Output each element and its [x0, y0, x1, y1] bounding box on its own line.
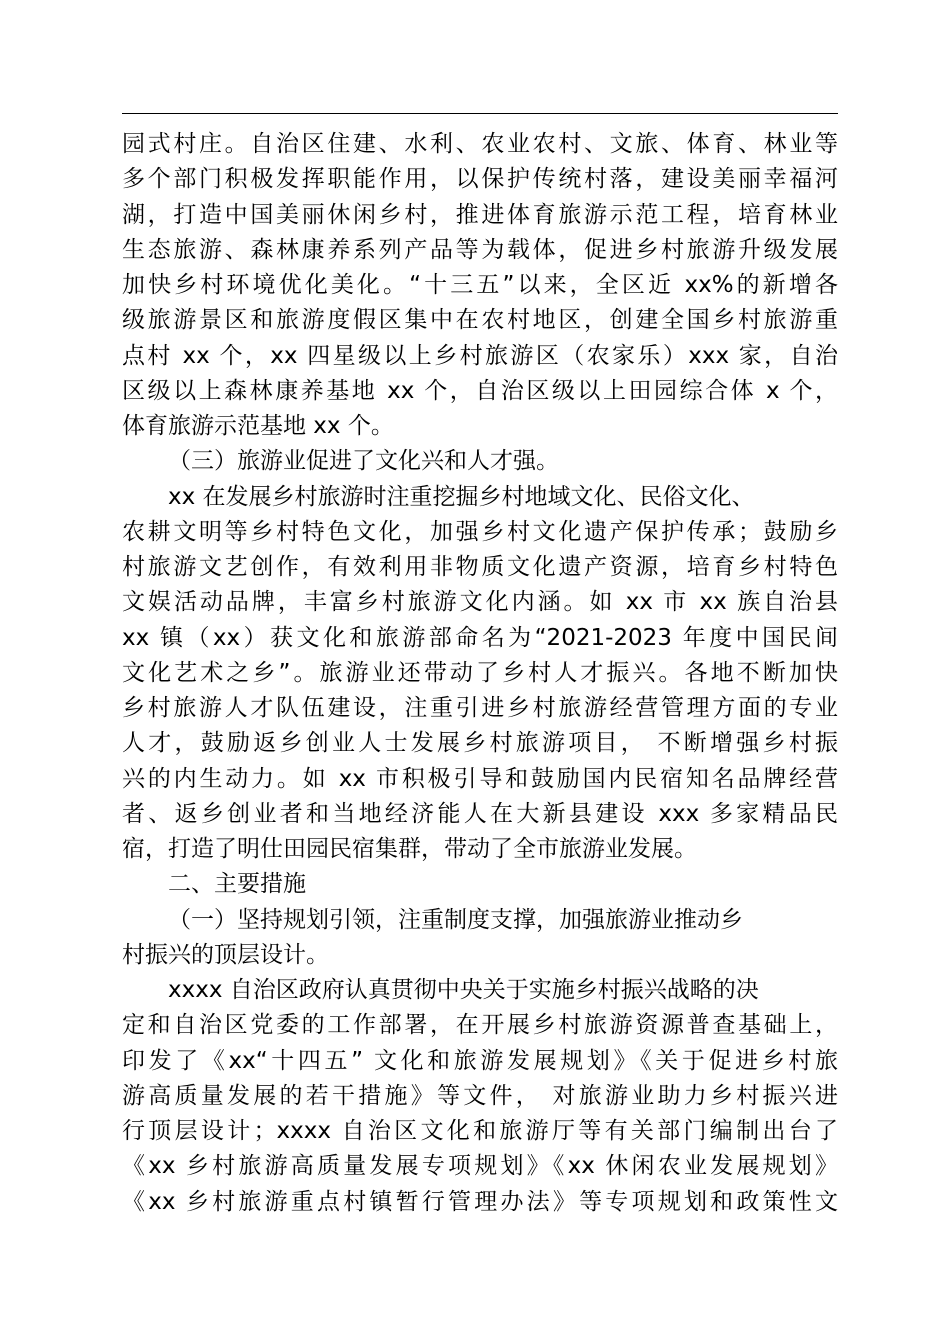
text-line: xx 镇（xx）获文化和旅游部命名为“2021-2023 年度中国民间 [122, 625, 838, 651]
text-line: 加快乡村环境优化美化。“十三五”以来，全区近 xx%的新增各 [122, 272, 838, 298]
text-line: 生态旅游、森林康养系列产品等为载体，促进乡村旅游升级发展 [122, 237, 838, 263]
text-line: 区级以上森林康养基地 xx 个，自治区级以上田园综合体 x 个， [122, 378, 838, 404]
text-line: 级旅游景区和旅游度假区集中在农村地区，创建全国乡村旅游重 [122, 307, 838, 333]
subsection-heading: 村振兴的顶层设计。 [122, 942, 329, 968]
text-line: 兴的内生动力。如 xx 市积极引导和鼓励国内民宿知名品牌经营 [122, 766, 838, 792]
text-line: 农耕文明等乡村特色文化，加强乡村文化遗产保护传承；鼓励乡 [122, 519, 838, 545]
text-line: 多个部门积极发挥职能作用，以保护传统村落，建设美丽幸福河 [122, 166, 838, 192]
text-line: 《xx 乡村旅游重点村镇暂行管理办法》等专项规划和政策性文 [122, 1189, 838, 1215]
text-line: xxxx 自治区政府认真贯彻中央关于实施乡村振兴战略的决 [168, 977, 759, 1003]
text-line: 湖，打造中国美丽休闲乡村，推进体育旅游示范工程，培育林业 [122, 202, 838, 228]
text-line: 宿，打造了明仕田园民宿集群，带动了全市旅游业发展。 [122, 836, 697, 862]
section-heading: 二、主要措施 [168, 871, 306, 897]
text-line: 者、返乡创业者和当地经济能人在大新县建设 xxx 多家精品民 [122, 801, 838, 827]
text-line: xx 在发展乡村旅游时注重挖掘乡村地域文化、民俗文化、 [168, 484, 755, 510]
text-line: 园式村庄。自治区住建、水利、农业农村、文旅、体育、林业等 [122, 131, 838, 157]
text-line: 乡村旅游人才队伍建设，注重引进乡村旅游经营管理方面的专业 [122, 695, 838, 721]
header-rule [122, 113, 838, 114]
text-line: 游高质量发展的若干措施》等文件， 对旅游业助力乡村振兴进 [122, 1083, 838, 1109]
text-line: 行顶层设计；xxxx 自治区文化和旅游厅等有关部门编制出台了 [122, 1118, 838, 1144]
text-line: 文娱活动品牌，丰富乡村旅游文化内涵。如 xx 市 xx 族自治县 [122, 589, 838, 615]
text-line: 点村 xx 个，xx 四星级以上乡村旅游区（农家乐）xxx 家，自治 [122, 343, 838, 369]
section-heading: （三）旅游业促进了文化兴和人才强。 [168, 448, 559, 474]
subsection-heading: （一）坚持规划引领，注重制度支撑，加强旅游业推动乡 [168, 907, 743, 933]
text-line: 文化艺术之乡”。旅游业还带动了乡村人才振兴。各地不断加快 [122, 660, 838, 686]
text-line: 人才，鼓励返乡创业人士发展乡村旅游项目， 不断增强乡村振 [122, 730, 838, 756]
text-line: 定和自治区党委的工作部署，在开展乡村旅游资源普查基础上， [122, 1012, 838, 1038]
text-line: 印发了《xx“十四五” 文化和旅游发展规划》《关于促进乡村旅 [122, 1048, 838, 1074]
text-line: 体育旅游示范基地 xx 个。 [122, 413, 394, 439]
text-line: 村旅游文艺创作，有效利用非物质文化遗产资源，培育乡村特色 [122, 554, 838, 580]
text-line: 《xx 乡村旅游高质量发展专项规划》《xx 休闲农业发展规划》 [122, 1153, 838, 1179]
